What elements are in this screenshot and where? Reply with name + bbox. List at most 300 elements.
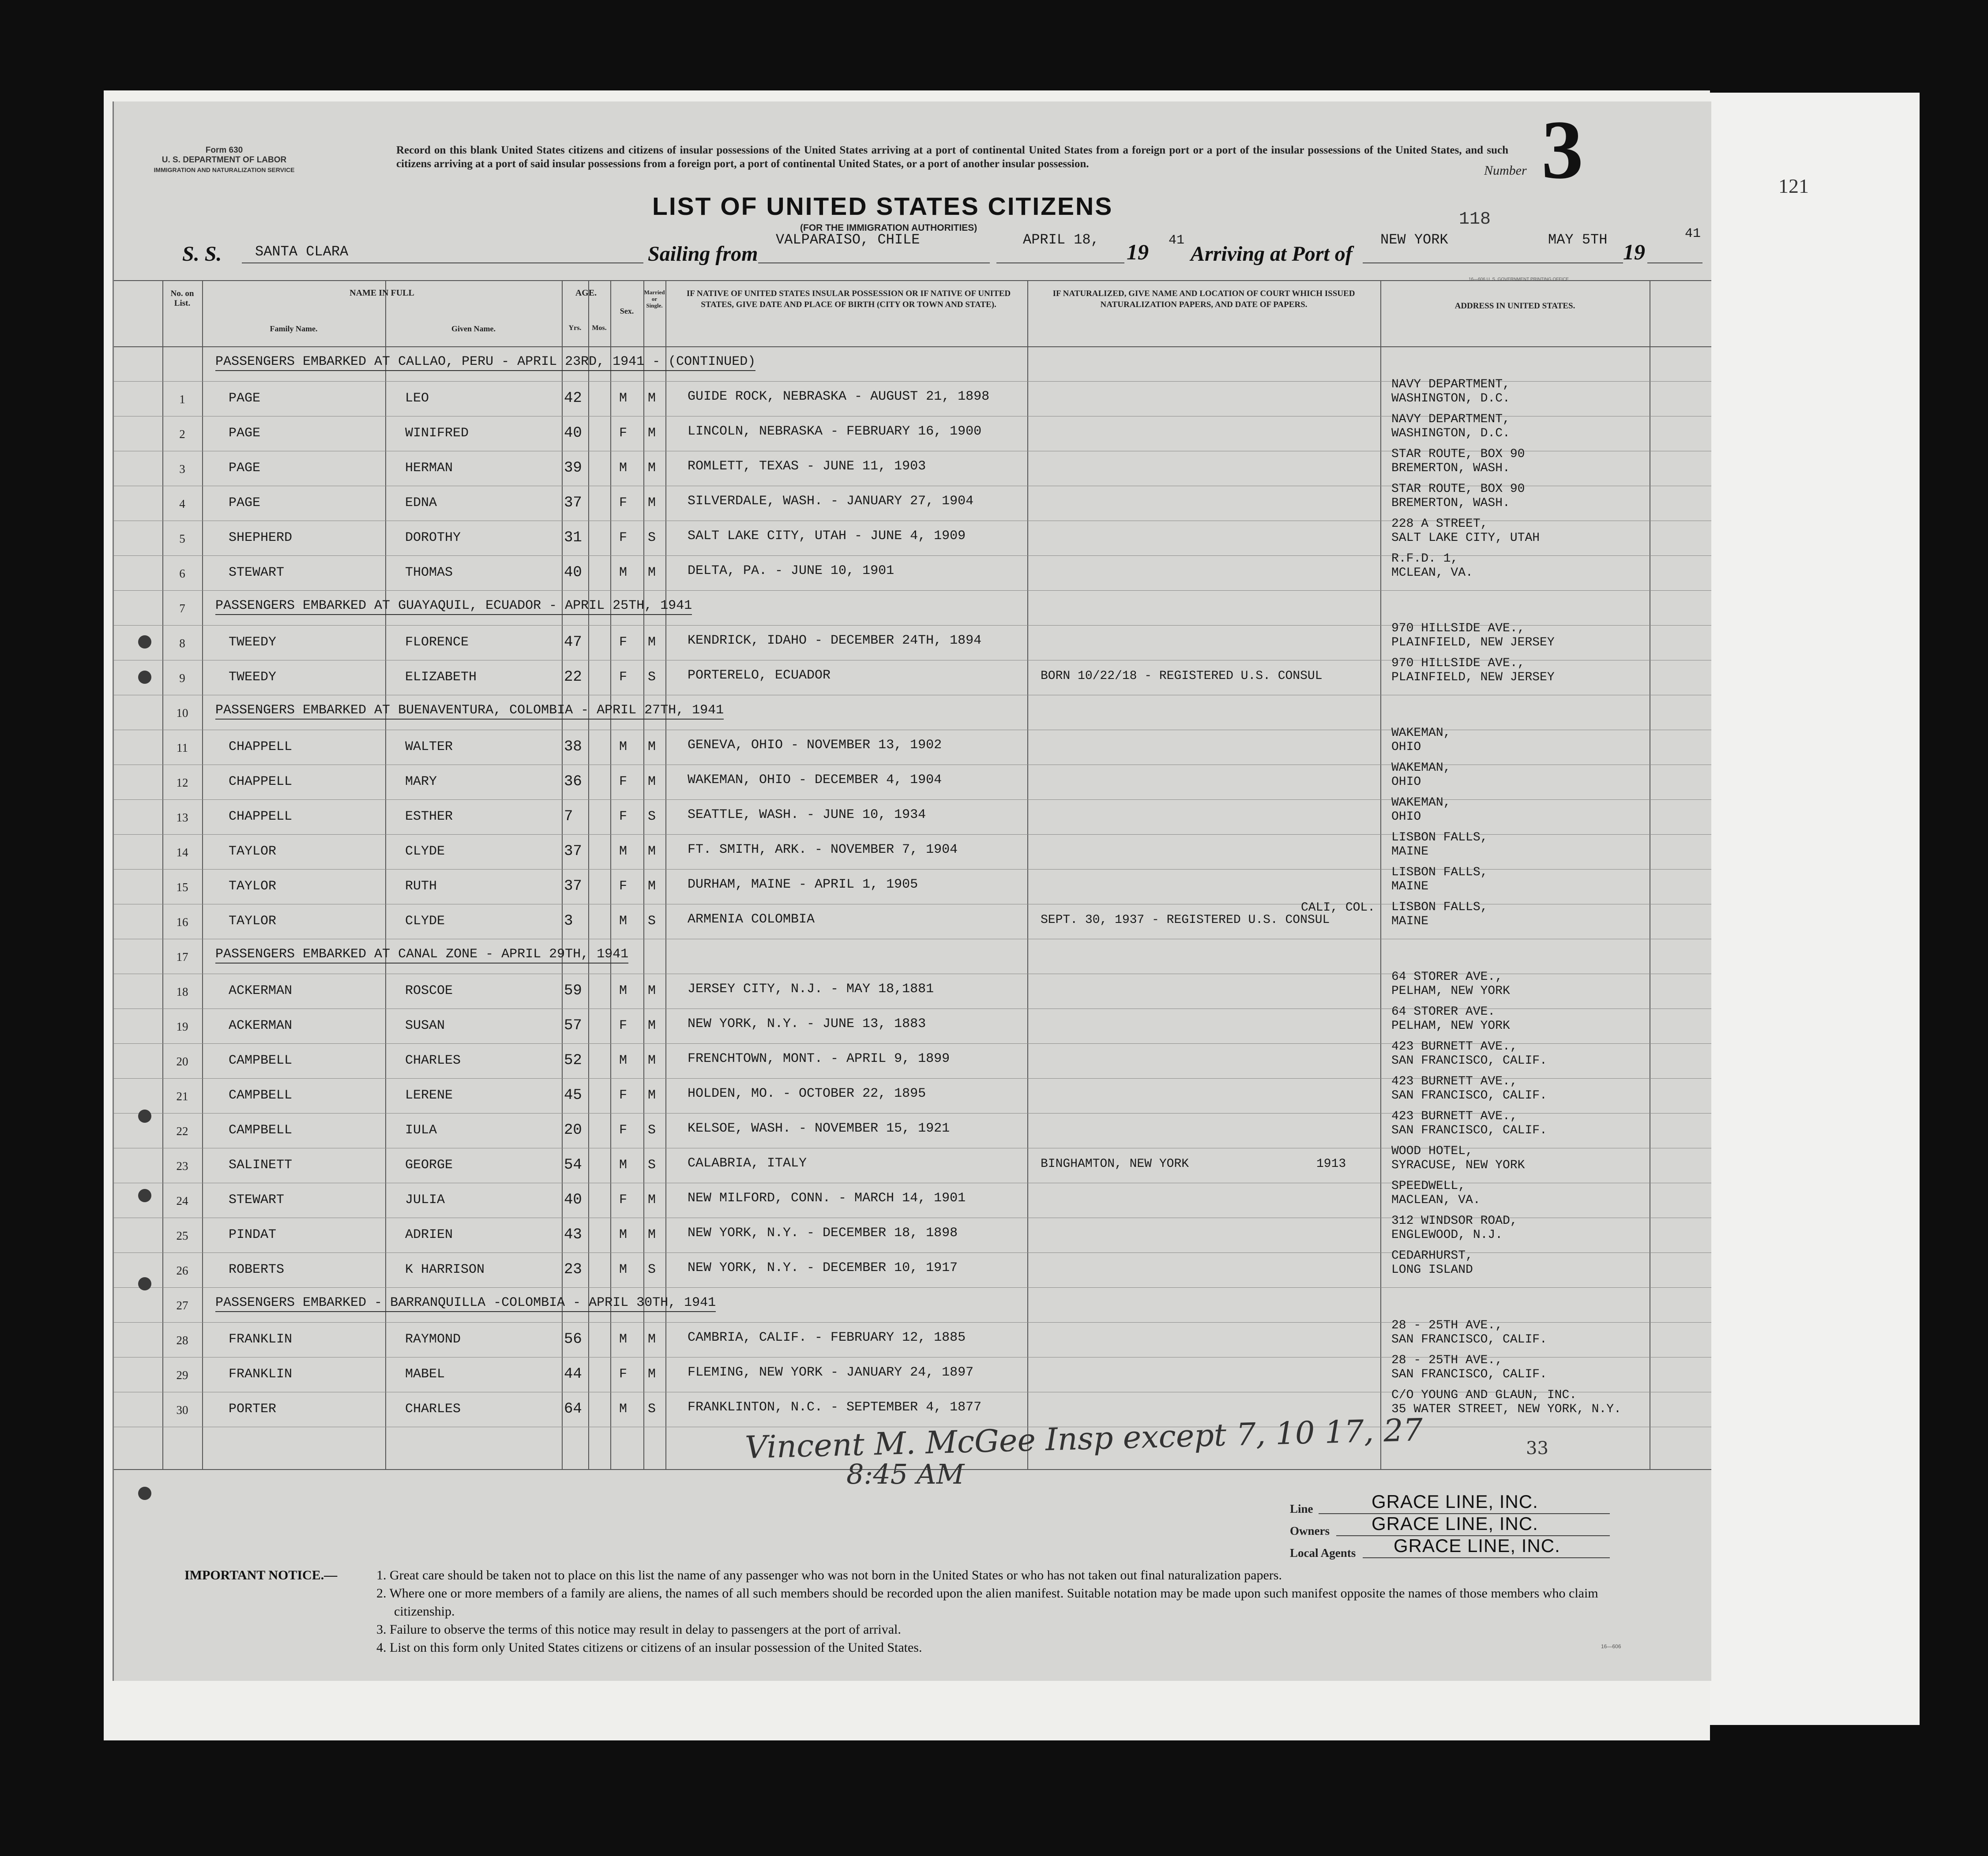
place-date-of-birth: SEATTLE, WASH. - JUNE 10, 1934: [688, 807, 926, 822]
notice-item: 1. Great care should be taken not to place on this list the name of any passenger who was not born in the United States or who has not taken out final naturalization papers.: [376, 1568, 1282, 1582]
row-number: 20: [176, 1055, 188, 1068]
age-years: 37: [564, 843, 582, 860]
marital-status: M: [648, 495, 656, 510]
age-years: 3: [564, 913, 573, 930]
row-number: 18: [176, 985, 188, 998]
address-line-1: STAR ROUTE, BOX 90: [1391, 482, 1525, 496]
family-name: PAGE: [229, 426, 261, 441]
marital-status: M: [648, 1367, 656, 1382]
place-date-of-birth: SILVERDALE, WASH. - JANUARY 27, 1904: [688, 494, 974, 509]
age-years: 37: [564, 878, 582, 895]
col-age-years: Yrs.: [568, 324, 582, 332]
sex: M: [619, 844, 628, 859]
table-row: [114, 1005, 1711, 1043]
row-number: 21: [176, 1090, 188, 1103]
given-name: ESTHER: [405, 809, 453, 824]
marital-status: S: [648, 530, 656, 545]
naturalization-info: BORN 10/22/18 - REGISTERED U.S. CONSUL: [1041, 669, 1323, 683]
section-heading: PASSENGERS EMBARKED AT CANAL ZONE - APRIL 29TH, 1941: [215, 947, 628, 964]
table-row: [114, 970, 1711, 1009]
marital-status: M: [648, 774, 656, 789]
family-name: CHAPPELL: [229, 809, 293, 824]
age-years: 43: [564, 1226, 582, 1243]
age-years: 45: [564, 1087, 582, 1104]
back-sheet: [1690, 93, 1920, 1725]
notice-item: 2. Where one or more members of a family are aliens, the names of all such members should be recorded upon the alien manifest. Suitable notation may be made upon such manifest opposite the names of those members who claim citizenship.: [376, 1586, 1598, 1619]
sex: F: [619, 879, 628, 894]
family-name: PAGE: [229, 461, 261, 476]
address-line-1: 423 BURNETT AVE.,: [1391, 1075, 1518, 1088]
age-years: 44: [564, 1366, 582, 1383]
address-line-1: LISBON FALLS,: [1391, 831, 1488, 844]
place-date-of-birth: NEW YORK, N.Y. - DECEMBER 18, 1898: [688, 1226, 958, 1241]
age-years: 23: [564, 1261, 582, 1278]
table-row: [114, 378, 1711, 416]
place-date-of-birth: ROMLETT, TEXAS - JUNE 11, 1903: [688, 459, 926, 474]
place-date-of-birth: SALT LAKE CITY, UTAH - JUNE 4, 1909: [688, 529, 966, 544]
col-place-of-birth: IF NATIVE OF UNITED STATES INSULAR POSSESSION OR IF NATIVE OF UNITED STATES, GIVE DATE AND PLACE OF BIRTH (CITY OR TOWN AND STATE).: [686, 289, 1011, 309]
address-line-2: PELHAM, NEW YORK: [1391, 1019, 1510, 1033]
place-date-of-birth: DURHAM, MAINE - APRIL 1, 1905: [688, 877, 918, 892]
given-name: WINIFRED: [405, 426, 469, 441]
sex: F: [619, 1088, 628, 1103]
row-number: 29: [176, 1369, 188, 1382]
age-years: 56: [564, 1331, 582, 1348]
place-date-of-birth: FT. SMITH, ARK. - NOVEMBER 7, 1904: [688, 842, 958, 857]
row-number: 7: [179, 602, 185, 615]
row-number: 30: [176, 1403, 188, 1417]
family-name: ROBERTS: [229, 1262, 285, 1277]
family-name: CAMPBELL: [229, 1053, 293, 1068]
sex: F: [619, 426, 628, 441]
marital-status: M: [648, 879, 656, 894]
row-number: 2: [179, 427, 185, 441]
inspection-time: 8:45 AM: [846, 1458, 965, 1490]
sex: F: [619, 1192, 628, 1207]
address-line-1: SPEEDWELL,: [1391, 1179, 1466, 1193]
sex: F: [619, 1367, 628, 1382]
given-name: JULIA: [405, 1192, 445, 1207]
marital-status: S: [648, 1158, 656, 1173]
family-name: STEWART: [229, 565, 285, 580]
sex: M: [619, 739, 628, 754]
family-name: TAYLOR: [229, 844, 277, 859]
place-date-of-birth: PORTERELO, ECUADOR: [688, 668, 831, 683]
row-number: 10: [176, 706, 188, 720]
sex: F: [619, 774, 628, 789]
row-number: 23: [176, 1159, 188, 1173]
sex: M: [619, 983, 628, 998]
department-name: U. S. DEPARTMENT OF LABOR: [162, 155, 287, 165]
table-row: [114, 656, 1711, 695]
address-line-1: WAKEMAN,: [1391, 761, 1451, 775]
address-line-1: 423 BURNETT AVE.,: [1391, 1040, 1518, 1054]
family-name: ACKERMAN: [229, 1018, 293, 1033]
col-naturalization: IF NATURALIZED, GIVE NAME AND LOCATION OF COURT WHICH ISSUED NATURALIZATION PAPERS, AND DATE OF PAPERS.: [1052, 289, 1355, 309]
given-name: ADRIEN: [405, 1227, 453, 1242]
family-name: ACKERMAN: [229, 983, 293, 998]
sailing-date: APRIL 18,: [1023, 232, 1099, 248]
age-years: 39: [564, 460, 582, 476]
section-heading: PASSENGERS EMBARKED AT CALLAO, PERU - APRIL 23RD, 1941 - (CONTINUED): [215, 354, 755, 371]
place-date-of-birth: KENDRICK, IDAHO - DECEMBER 24TH, 1894: [688, 633, 982, 648]
address-line-2: PELHAM, NEW YORK: [1391, 984, 1510, 998]
passenger-table: [114, 280, 1711, 1469]
binder-hole: [138, 1189, 151, 1202]
row-number: 27: [176, 1299, 188, 1312]
address-line-1: 28 - 25TH AVE.,: [1391, 1319, 1503, 1332]
address-line-2: PLAINFIELD, NEW JERSEY: [1391, 671, 1555, 684]
naturalization-year: 1913: [1316, 1157, 1346, 1171]
address-line-2: MAINE: [1391, 880, 1429, 893]
family-name: FRANKLIN: [229, 1332, 293, 1347]
ss-label: S. S.: [182, 242, 222, 266]
given-name: EDNA: [405, 495, 437, 510]
place-date-of-birth: CALABRIA, ITALY: [688, 1156, 807, 1171]
notice-item: 3. Failure to observe the terms of this notice may result in delay to passengers at the port of arrival.: [376, 1622, 901, 1637]
row-number: 28: [176, 1334, 188, 1347]
agents-value: GRACE LINE, INC.: [1394, 1535, 1560, 1556]
col-age: AGE.: [575, 288, 597, 298]
family-name: PINDAT: [229, 1227, 277, 1242]
marital-status: S: [648, 1402, 656, 1417]
section-row: [114, 346, 1711, 381]
col-address: ADDRESS IN UNITED STATES.: [1454, 301, 1575, 311]
marital-status: S: [648, 1262, 656, 1277]
sailing-from-label: Sailing from: [648, 242, 758, 266]
arrival-year-prefix: 19: [1623, 240, 1645, 264]
address-line-2: OHIO: [1391, 810, 1421, 824]
col-given-name: Given Name.: [451, 324, 496, 333]
naturalization-info: BINGHAMTON, NEW YORK: [1041, 1157, 1189, 1171]
table-row: [114, 796, 1711, 834]
section-row: [114, 939, 1711, 974]
marital-status: M: [648, 1227, 656, 1242]
row-number: 6: [179, 567, 185, 580]
form-number: Form 630: [205, 146, 243, 155]
address-line-1: NAVY DEPARTMENT,: [1391, 412, 1510, 426]
place-date-of-birth: NEW YORK, N.Y. - JUNE 13, 1883: [688, 1016, 926, 1031]
address-line-2: 35 WATER STREET, NEW YORK, N.Y.: [1391, 1402, 1621, 1416]
table-row: [114, 726, 1711, 765]
address-line-2: SAN FRANCISCO, CALIF.: [1391, 1124, 1547, 1137]
col-no-on-list: No. on List.: [170, 289, 194, 308]
table-row: [114, 1040, 1711, 1078]
row-number: 9: [179, 671, 185, 685]
address-line-2: SAN FRANCISCO, CALIF.: [1391, 1368, 1547, 1381]
address-line-1: 312 WINDSOR ROAD,: [1391, 1214, 1518, 1228]
sex: M: [619, 1332, 628, 1347]
row-number: 17: [176, 950, 188, 964]
form-department-header: [151, 146, 297, 175]
given-name: IULA: [405, 1123, 437, 1138]
address-line-1: LISBON FALLS,: [1391, 900, 1488, 914]
address-line-1: 28 - 25TH AVE.,: [1391, 1354, 1503, 1367]
sex: M: [619, 1227, 628, 1242]
place-date-of-birth: FLEMING, NEW YORK - JANUARY 24, 1897: [688, 1365, 974, 1380]
table-row: [114, 1319, 1711, 1357]
age-years: 31: [564, 529, 582, 546]
family-name: PAGE: [229, 495, 261, 510]
page-title: LIST OF UNITED STATES CITIZENS: [652, 192, 1113, 221]
sex: M: [619, 461, 628, 476]
given-name: ELIZABETH: [405, 670, 477, 685]
table-row: [114, 831, 1711, 869]
sheet-reference: 118: [1459, 210, 1491, 229]
table-row: [114, 1249, 1711, 1287]
place-date-of-birth: NEW YORK, N.Y. - DECEMBER 10, 1917: [688, 1260, 958, 1275]
table-row: [114, 552, 1711, 590]
address-line-2: LONG ISLAND: [1391, 1263, 1473, 1277]
marital-status: M: [648, 844, 656, 859]
given-name: RUTH: [405, 879, 437, 894]
table-row: [114, 1354, 1711, 1392]
address-line-1: STAR ROUTE, BOX 90: [1391, 447, 1525, 461]
binder-hole: [138, 1487, 151, 1500]
place-date-of-birth: JERSEY CITY, N.J. - MAY 18,1881: [688, 982, 934, 997]
col-married-single: Married or Single.: [644, 289, 665, 309]
address-line-2: MAINE: [1391, 845, 1429, 859]
sex: M: [619, 1158, 628, 1173]
given-name: CHARLES: [405, 1402, 461, 1417]
table-row: [114, 482, 1711, 521]
arrival-port: NEW YORK: [1380, 232, 1448, 248]
row-number: 11: [177, 741, 188, 754]
col-age-months: Mos.: [592, 324, 607, 332]
col-family-name: Family Name.: [270, 324, 318, 333]
row-number: 3: [179, 462, 185, 476]
marital-status: M: [648, 461, 656, 476]
arrival-year: 41: [1685, 226, 1701, 241]
address-line-1: C/O YOUNG AND GLAUN, INC.: [1391, 1388, 1577, 1402]
family-name: CHAPPELL: [229, 774, 293, 789]
address-line-2: ENGLEWOOD, N.J.: [1391, 1228, 1503, 1242]
place-date-of-birth: WAKEMAN, OHIO - DECEMBER 4, 1904: [688, 772, 942, 787]
sailing-from-port: VALPARAISO, CHILE: [776, 232, 920, 248]
row-number: 19: [176, 1020, 188, 1033]
family-name: CAMPBELL: [229, 1123, 293, 1138]
age-years: 59: [564, 982, 582, 999]
address-line-2: OHIO: [1391, 775, 1421, 789]
place-date-of-birth: DELTA, PA. - JUNE 10, 1901: [688, 563, 894, 578]
address-line-2: BREMERTON, WASH.: [1391, 496, 1510, 510]
notice-heading: IMPORTANT NOTICE.—: [184, 1568, 338, 1582]
marital-status: S: [648, 1123, 656, 1138]
table-row: [114, 1214, 1711, 1252]
row-number: 16: [176, 915, 188, 929]
service-name: IMMIGRATION AND NATURALIZATION SERVICE: [154, 166, 295, 173]
page-count-note: 33: [1526, 1438, 1548, 1459]
address-line-1: 64 STORER AVE.,: [1391, 970, 1503, 984]
age-years: 40: [564, 425, 582, 442]
marital-status: M: [648, 391, 656, 406]
given-name: ROSCOE: [405, 983, 453, 998]
line-label: Line: [1290, 1502, 1313, 1515]
age-years: 38: [564, 739, 582, 755]
given-name: HERMAN: [405, 461, 453, 476]
given-name: DOROTHY: [405, 530, 461, 545]
address-line-2: MCLEAN, VA.: [1391, 566, 1473, 580]
address-line-1: LISBON FALLS,: [1391, 866, 1488, 879]
place-date-of-birth: KELSOE, WASH. - NOVEMBER 15, 1921: [688, 1121, 950, 1136]
number-label: Number: [1484, 163, 1527, 178]
family-name: FRANKLIN: [229, 1367, 293, 1382]
marital-status: M: [648, 1332, 656, 1347]
table-row: [114, 866, 1711, 904]
row-number: 24: [176, 1194, 188, 1207]
sex: M: [619, 1053, 628, 1068]
binder-hole: [138, 635, 151, 649]
age-years: 47: [564, 634, 582, 651]
naturalization-location: CALI, COL.: [1301, 901, 1375, 915]
given-name: LERENE: [405, 1088, 453, 1103]
sex: F: [619, 635, 628, 650]
marital-status: S: [648, 914, 656, 929]
marital-status: M: [648, 1088, 656, 1103]
notice-item: 4. List on this form only United States citizens or citizens of an insular possession of the United States.: [376, 1640, 922, 1655]
section-heading: PASSENGERS EMBARKED AT BUENAVENTURA, COLOMBIA - APRIL 27TH, 1941: [215, 703, 724, 720]
marital-status: S: [648, 809, 656, 824]
marital-status: M: [648, 1053, 656, 1068]
address-line-1: CEDARHURST,: [1391, 1249, 1473, 1263]
address-line-2: MACLEAN, VA.: [1391, 1193, 1481, 1207]
page-subtitle: (FOR THE IMMIGRATION AUTHORITIES): [800, 223, 977, 233]
form-print-ref: 16—606: [1601, 1643, 1621, 1650]
age-years: 40: [564, 564, 582, 581]
section-row: [114, 695, 1711, 730]
address-line-2: WASHINGTON, D.C.: [1391, 427, 1510, 440]
marital-status: M: [648, 565, 656, 580]
section-row: [114, 1287, 1711, 1322]
table-row: [114, 1075, 1711, 1113]
notice-items: [376, 1566, 1636, 1657]
owners-label: Owners: [1290, 1524, 1330, 1537]
print-reference: 16—606 U. S. GOVERNMENT PRINTING OFFICE: [1469, 277, 1569, 282]
family-name: TWEEDY: [229, 635, 277, 650]
row-number: 5: [179, 532, 185, 545]
list-number: 3: [1541, 104, 1583, 196]
binder-hole: [138, 1277, 151, 1290]
table-row: [114, 1110, 1711, 1148]
table-row: [114, 517, 1711, 555]
sailing-year-prefix: 19: [1127, 240, 1149, 264]
sailing-year: 41: [1169, 233, 1185, 248]
age-years: 57: [564, 1017, 582, 1034]
given-name: K HARRISON: [405, 1262, 485, 1277]
table-row: [114, 412, 1711, 451]
address-line-2: MAINE: [1391, 915, 1429, 928]
archive-page-number: 121: [1778, 175, 1809, 197]
age-years: 37: [564, 495, 582, 511]
row-number: 26: [176, 1264, 188, 1277]
place-date-of-birth: GENEVA, OHIO - NOVEMBER 13, 1902: [688, 738, 942, 753]
address-line-2: WASHINGTON, D.C.: [1391, 392, 1510, 405]
section-heading: PASSENGERS EMBARKED - BARRANQUILLA -COLOMBIA - APRIL 30TH, 1941: [215, 1295, 716, 1312]
marital-status: S: [648, 670, 656, 685]
address-line-2: SALT LAKE CITY, UTAH: [1391, 531, 1540, 545]
row-number: 25: [176, 1229, 188, 1242]
sex: M: [619, 914, 628, 929]
age-years: 22: [564, 669, 582, 686]
table-row: [114, 447, 1711, 486]
binder-hole: [138, 671, 151, 684]
place-date-of-birth: HOLDEN, MO. - OCTOBER 22, 1895: [688, 1086, 926, 1101]
table-row: [114, 1144, 1711, 1183]
age-years: 54: [564, 1157, 582, 1174]
address-line-1: 423 BURNETT AVE.,: [1391, 1110, 1518, 1123]
marital-status: M: [648, 983, 656, 998]
binder-hole: [138, 1110, 151, 1123]
inspector-signature: Vincent M. McGee Insp except 7, 10 17, 27: [744, 1411, 1424, 1466]
table-row: [114, 1179, 1711, 1218]
sex: F: [619, 1123, 628, 1138]
family-name: CHAPPELL: [229, 739, 293, 754]
family-name: CAMPBELL: [229, 1088, 293, 1103]
address-line-1: 970 HILLSIDE AVE.,: [1391, 656, 1525, 670]
sex: F: [619, 809, 628, 824]
age-years: 36: [564, 773, 582, 790]
address-line-2: PLAINFIELD, NEW JERSEY: [1391, 636, 1555, 649]
family-name: SALINETT: [229, 1158, 293, 1173]
arriving-label: Arriving at Port of: [1191, 242, 1353, 266]
family-name: TWEEDY: [229, 670, 277, 685]
address-line-2: OHIO: [1391, 740, 1421, 754]
given-name: GEORGE: [405, 1158, 453, 1173]
address-line-1: 970 HILLSIDE AVE.,: [1391, 622, 1525, 635]
address-line-2: SYRACUSE, NEW YORK: [1391, 1159, 1525, 1172]
sex: F: [619, 495, 628, 510]
address-line-2: SAN FRANCISCO, CALIF.: [1391, 1333, 1547, 1346]
family-name: STEWART: [229, 1192, 285, 1207]
given-name: THOMAS: [405, 565, 453, 580]
age-years: 64: [564, 1401, 582, 1417]
line-value: GRACE LINE, INC.: [1372, 1491, 1538, 1512]
table-row: [114, 1388, 1711, 1427]
section-row: [114, 590, 1711, 625]
marital-status: M: [648, 739, 656, 754]
age-years: 20: [564, 1122, 582, 1139]
place-date-of-birth: GUIDE ROCK, NEBRASKA - AUGUST 21, 1898: [688, 389, 990, 404]
address-line-1: NAVY DEPARTMENT,: [1391, 378, 1510, 391]
address-line-1: WOOD HOTEL,: [1391, 1144, 1473, 1158]
sex: F: [619, 1018, 628, 1033]
row-number: 4: [179, 497, 185, 510]
family-name: PAGE: [229, 391, 261, 406]
family-name: SHEPHERD: [229, 530, 293, 545]
age-years: 42: [564, 390, 582, 407]
address-line-1: WAKEMAN,: [1391, 726, 1451, 740]
marital-status: M: [648, 426, 656, 441]
given-name: CLYDE: [405, 914, 445, 929]
sex: F: [619, 670, 628, 685]
marital-status: M: [648, 635, 656, 650]
marital-status: M: [648, 1018, 656, 1033]
arrival-date: MAY 5TH: [1548, 232, 1608, 248]
place-date-of-birth: NEW MILFORD, CONN. - MARCH 14, 1901: [688, 1191, 966, 1206]
row-number: 1: [179, 393, 185, 406]
address-line-1: R.F.D. 1,: [1391, 552, 1458, 566]
owners-value: GRACE LINE, INC.: [1372, 1513, 1538, 1534]
table-row: [114, 900, 1711, 939]
given-name: RAYMOND: [405, 1332, 461, 1347]
given-name: CLYDE: [405, 844, 445, 859]
address-line-1: 228 A STREET,: [1391, 517, 1488, 531]
row-number: 12: [176, 776, 188, 789]
given-name: MARY: [405, 774, 437, 789]
sex: M: [619, 1262, 628, 1277]
section-heading: PASSENGERS EMBARKED AT GUAYAQUIL, ECUADOR - APRIL 25TH, 1941: [215, 598, 692, 615]
sex: M: [619, 565, 628, 580]
